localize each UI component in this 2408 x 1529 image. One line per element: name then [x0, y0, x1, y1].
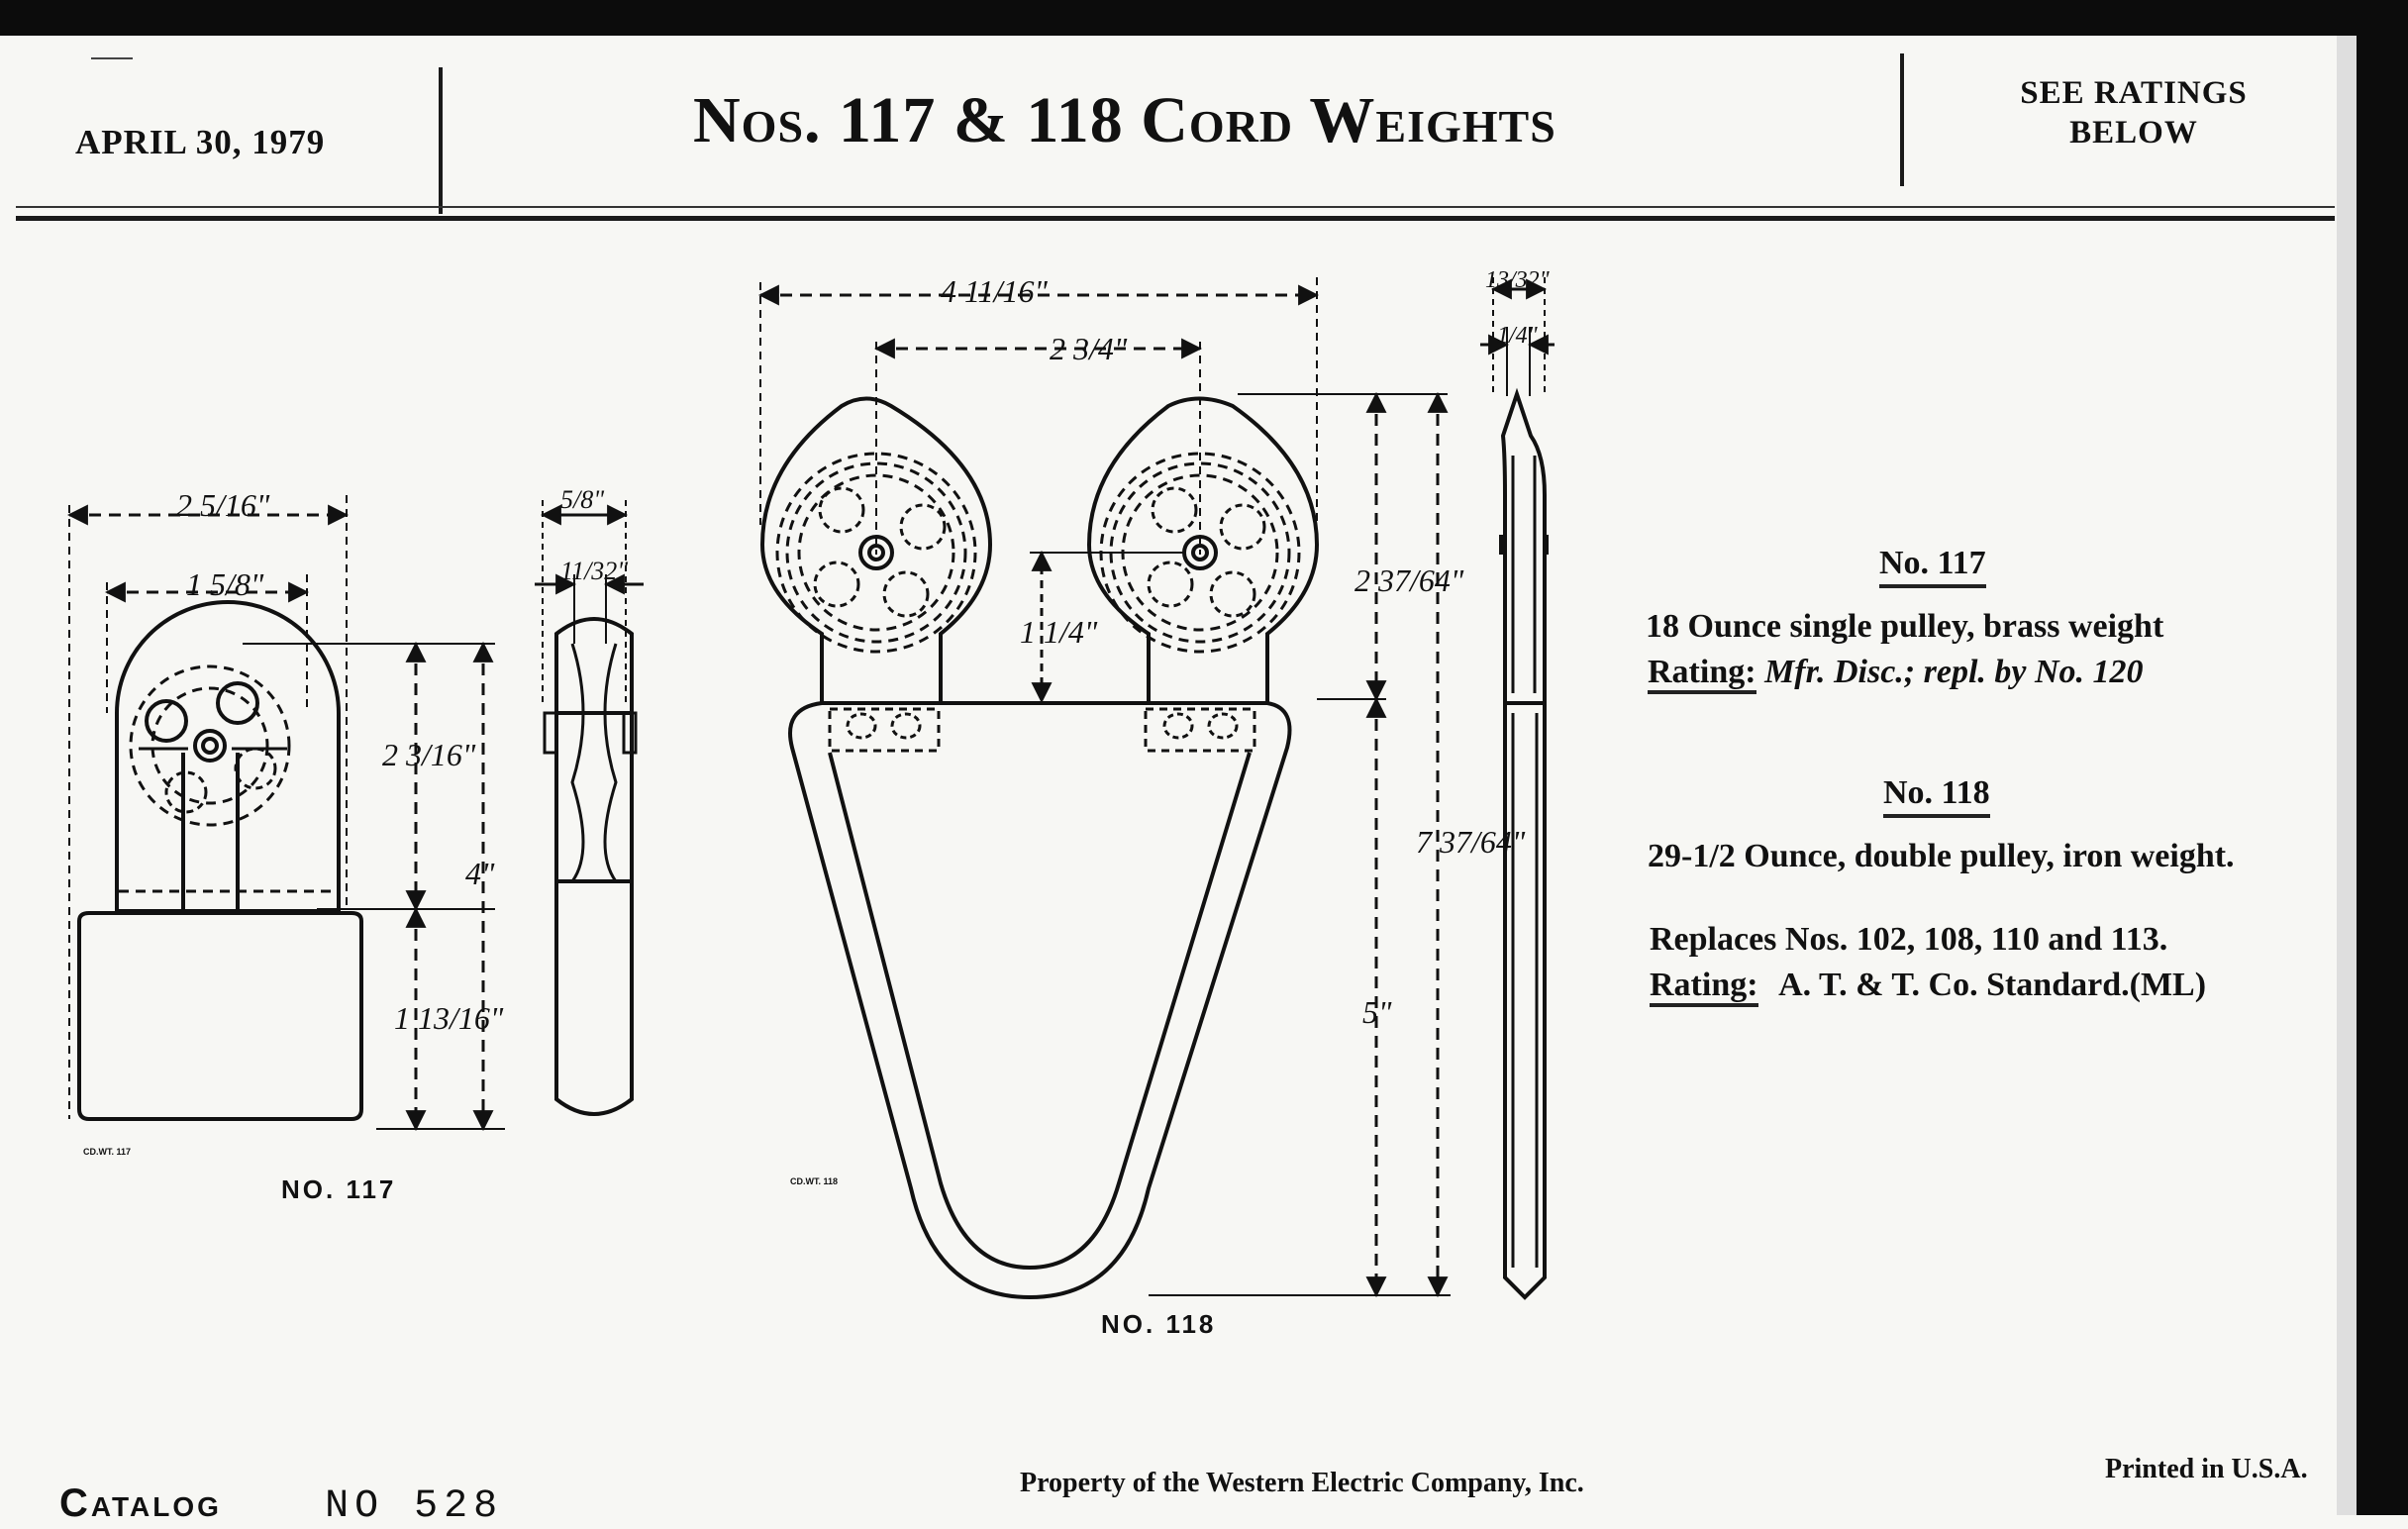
- dim-118-loop-height: 5": [1362, 994, 1392, 1030]
- dim-118-side-width: 13/32": [1485, 267, 1550, 293]
- dim-117-lower-height: 1 13/16": [394, 1000, 504, 1036]
- catalog-no: NO 528: [325, 1484, 504, 1529]
- dim-117-side-inner: 11/32": [560, 557, 629, 585]
- rating-label-117: Rating:: [1648, 654, 1756, 694]
- dim-117-wheel-span: 1 5/8": [186, 566, 264, 602]
- page-title: Nos. 117 & 118 Cord Weights: [693, 84, 1556, 156]
- dim-118-overall-width: 4 11/16": [941, 273, 1048, 309]
- no117-front-view: [79, 602, 361, 1119]
- no117-side-dims: [535, 500, 644, 703]
- caption-no-117: NO. 117: [281, 1174, 397, 1204]
- no118-dimension-lines: [760, 277, 1451, 1295]
- spec-rating-117: [1648, 654, 2144, 691]
- dim-118-center-span: 2 3/4": [1050, 331, 1128, 366]
- spec-description-118-text: 29-1/2 Ounce, double pulley, iron weight.: [1648, 838, 2235, 874]
- dim-118-side-inner: 1/4": [1497, 323, 1538, 349]
- spec-description-118: [1648, 836, 2242, 877]
- caption-no-118: NO. 118: [1101, 1309, 1217, 1339]
- ratings-line-2: BELOW: [2069, 115, 2198, 151]
- header-date: APRIL 30, 1979: [75, 123, 326, 161]
- spec-heading-118: No. 118: [1883, 774, 1990, 818]
- part-mark-117: CD.WT. 117: [83, 1147, 132, 1157]
- dim-118-total-height: 7 37/64": [1416, 824, 1526, 860]
- spec-heading-117: No. 117: [1879, 545, 1986, 588]
- dim-117-overall-width: 2 5/16": [176, 487, 270, 523]
- part-mark-118: CD.WT. 118: [790, 1176, 839, 1186]
- no118-front-view: [762, 399, 1317, 1298]
- dim-117-side-width: 5/8": [560, 485, 605, 514]
- rating-value-118: A. T. & T. Co. Standard.(ML): [1778, 967, 2207, 1003]
- spec-replaces-118: Replaces Nos. 102, 108, 110 and 113.: [1650, 921, 2168, 958]
- dim-118-hub-offset: 1 1/4": [1020, 614, 1098, 650]
- property-notice: Property of the Western Electric Company, Inc.: [1020, 1468, 1584, 1498]
- rating-label-118: Rating:: [1650, 967, 1758, 1007]
- dim-118-pulley-height: 2 37/64": [1354, 562, 1464, 598]
- catalog-label: Catalog: [59, 1481, 222, 1525]
- spec-rating-118: [1650, 967, 2206, 1004]
- no117-side-view: [545, 619, 636, 1114]
- ratings-line-1: SEE RATINGS: [2020, 75, 2248, 111]
- rating-value-117: Mfr. Disc.; repl. by No. 120: [1764, 654, 2144, 690]
- spec-description-117: 18 Ounce single pulley, brass weight: [1646, 608, 2164, 645]
- printed-in: Printed in U.S.A.: [2105, 1454, 2308, 1484]
- dim-117-upper-height: 2 3/16": [382, 737, 476, 772]
- dim-117-total-height: 4": [465, 856, 495, 891]
- catalog-number: [59, 1481, 503, 1529]
